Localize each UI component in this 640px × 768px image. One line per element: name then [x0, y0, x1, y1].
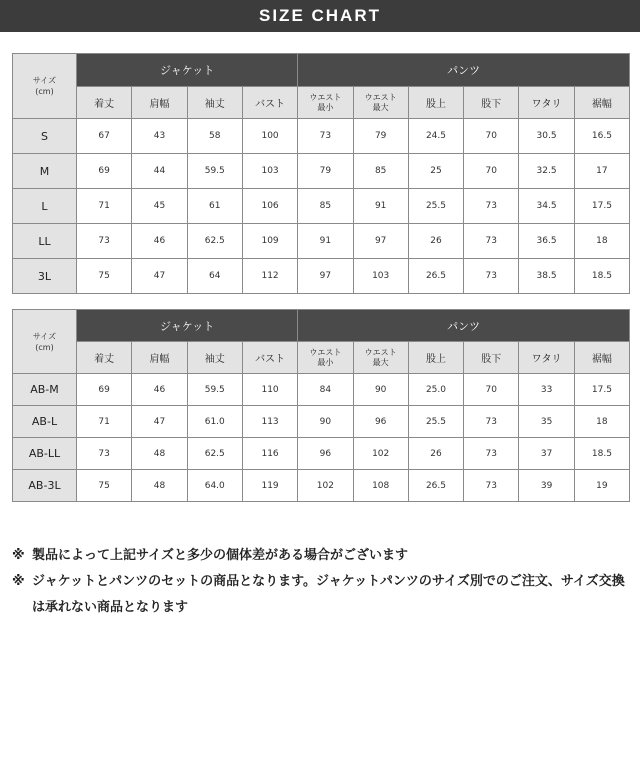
- measurement-cell: 73: [464, 224, 519, 259]
- measurement-cell: 46: [132, 374, 187, 406]
- size-label: L: [13, 189, 77, 224]
- measurement-cell: 75: [77, 259, 132, 294]
- measurement-cell: 26.5: [408, 470, 463, 502]
- measurement-cell: 113: [242, 406, 297, 438]
- measurement-cell: 46: [132, 224, 187, 259]
- measurement-cell: 69: [77, 154, 132, 189]
- measurement-cell: 110: [242, 374, 297, 406]
- measurement-cell: 26: [408, 438, 463, 470]
- measurement-cell: 32.5: [519, 154, 574, 189]
- column-header: ウエスト 最大: [353, 342, 408, 374]
- measurement-cell: 103: [242, 154, 297, 189]
- measurement-cell: 73: [464, 438, 519, 470]
- notes: [12, 543, 628, 621]
- measurement-cell: 73: [464, 189, 519, 224]
- size-table-standard: [12, 53, 630, 294]
- note-item: [12, 543, 628, 569]
- page-title: SIZE CHART: [259, 6, 381, 25]
- measurement-cell: 103: [353, 259, 408, 294]
- table-row: [13, 189, 630, 224]
- measurement-cell: 79: [298, 154, 353, 189]
- measurement-cell: 61.0: [187, 406, 242, 438]
- measurement-cell: 16.5: [574, 119, 629, 154]
- column-header: 袖丈: [187, 87, 242, 119]
- measurement-cell: 18.5: [574, 259, 629, 294]
- measurement-cell: 25.0: [408, 374, 463, 406]
- measurement-cell: 70: [464, 154, 519, 189]
- note-item: [12, 569, 628, 621]
- measurement-cell: 73: [464, 259, 519, 294]
- column-header: バスト: [242, 342, 297, 374]
- measurement-cell: 62.5: [187, 438, 242, 470]
- measurement-cell: 18.5: [574, 438, 629, 470]
- size-table-ab: [12, 309, 630, 502]
- measurement-cell: 35: [519, 406, 574, 438]
- note-text: 製品によって上記サイズと多少の個体差がある場合がございます: [32, 548, 408, 563]
- measurement-cell: 112: [242, 259, 297, 294]
- measurement-cell: 85: [353, 154, 408, 189]
- size-label: AB-L: [13, 406, 77, 438]
- measurement-cell: 97: [298, 259, 353, 294]
- measurement-cell: 61: [187, 189, 242, 224]
- column-header: ワタリ: [519, 342, 574, 374]
- measurement-cell: 37: [519, 438, 574, 470]
- measurement-cell: 25.5: [408, 189, 463, 224]
- size-label: 3L: [13, 259, 77, 294]
- measurement-cell: 36.5: [519, 224, 574, 259]
- measurement-cell: 45: [132, 189, 187, 224]
- measurement-cell: 25: [408, 154, 463, 189]
- measurement-cell: 85: [298, 189, 353, 224]
- size-label: AB-3L: [13, 470, 77, 502]
- measurement-cell: 25.5: [408, 406, 463, 438]
- measurement-cell: 70: [464, 374, 519, 406]
- size-label: LL: [13, 224, 77, 259]
- measurement-cell: 71: [77, 406, 132, 438]
- measurement-cell: 64: [187, 259, 242, 294]
- measurement-cell: 70: [464, 119, 519, 154]
- measurement-cell: 91: [298, 224, 353, 259]
- measurement-cell: 48: [132, 470, 187, 502]
- column-header: ウエスト 最大: [353, 87, 408, 119]
- measurement-cell: 116: [242, 438, 297, 470]
- note-mark: ※: [12, 548, 25, 563]
- column-header: 着丈: [77, 342, 132, 374]
- measurement-cell: 73: [464, 406, 519, 438]
- measurement-cell: 69: [77, 374, 132, 406]
- measurement-cell: 64.0: [187, 470, 242, 502]
- table-row: [13, 259, 630, 294]
- measurement-cell: 26.5: [408, 259, 463, 294]
- measurement-cell: 33: [519, 374, 574, 406]
- measurement-cell: 59.5: [187, 154, 242, 189]
- measurement-cell: 30.5: [519, 119, 574, 154]
- column-header: 股上: [408, 87, 463, 119]
- table-row: [13, 154, 630, 189]
- size-corner-label: サイズ (cm): [13, 310, 77, 374]
- table-row: [13, 119, 630, 154]
- measurement-cell: 96: [353, 406, 408, 438]
- measurement-cell: 100: [242, 119, 297, 154]
- measurement-cell: 73: [77, 438, 132, 470]
- column-header: ウエスト 最小: [298, 342, 353, 374]
- measurement-cell: 19: [574, 470, 629, 502]
- measurement-cell: 97: [353, 224, 408, 259]
- measurement-cell: 73: [77, 224, 132, 259]
- column-header: バスト: [242, 87, 297, 119]
- column-header: 肩幅: [132, 87, 187, 119]
- measurement-cell: 58: [187, 119, 242, 154]
- table-row: [13, 406, 630, 438]
- measurement-cell: 18: [574, 224, 629, 259]
- column-header: 肩幅: [132, 342, 187, 374]
- measurement-cell: 67: [77, 119, 132, 154]
- measurement-cell: 38.5: [519, 259, 574, 294]
- measurement-cell: 90: [353, 374, 408, 406]
- column-header: 股下: [464, 342, 519, 374]
- size-label: AB-LL: [13, 438, 77, 470]
- size-corner-label: サイズ (cm): [13, 54, 77, 119]
- measurement-cell: 84: [298, 374, 353, 406]
- measurement-cell: 96: [298, 438, 353, 470]
- note-text: ジャケットとパンツのセットの商品となります。ジャケットパンツのサイズ別でのご注文、サイズ交換は承れない商品となります: [32, 574, 625, 615]
- measurement-cell: 79: [353, 119, 408, 154]
- page-title-bar: [0, 0, 640, 32]
- measurement-cell: 90: [298, 406, 353, 438]
- table-row: [13, 438, 630, 470]
- measurement-cell: 73: [298, 119, 353, 154]
- column-header: 股上: [408, 342, 463, 374]
- measurement-cell: 18: [574, 406, 629, 438]
- table-row: [13, 470, 630, 502]
- measurement-cell: 91: [353, 189, 408, 224]
- group-header-jacket: ジャケット: [77, 310, 298, 342]
- measurement-cell: 109: [242, 224, 297, 259]
- table-row: [13, 374, 630, 406]
- column-header: ワタリ: [519, 87, 574, 119]
- measurement-cell: 73: [464, 470, 519, 502]
- column-header: 袖丈: [187, 342, 242, 374]
- measurement-cell: 47: [132, 406, 187, 438]
- measurement-cell: 62.5: [187, 224, 242, 259]
- group-header-jacket: ジャケット: [77, 54, 298, 87]
- measurement-cell: 119: [242, 470, 297, 502]
- measurement-cell: 44: [132, 154, 187, 189]
- measurement-cell: 17.5: [574, 374, 629, 406]
- measurement-cell: 34.5: [519, 189, 574, 224]
- table-row: [13, 224, 630, 259]
- column-header: 裾幅: [574, 342, 629, 374]
- column-header: 股下: [464, 87, 519, 119]
- measurement-cell: 43: [132, 119, 187, 154]
- measurement-cell: 26: [408, 224, 463, 259]
- measurement-cell: 17: [574, 154, 629, 189]
- measurement-cell: 102: [298, 470, 353, 502]
- column-header: 着丈: [77, 87, 132, 119]
- measurement-cell: 102: [353, 438, 408, 470]
- measurement-cell: 47: [132, 259, 187, 294]
- note-mark: ※: [12, 574, 25, 589]
- size-label: M: [13, 154, 77, 189]
- column-header: 裾幅: [574, 87, 629, 119]
- size-label: S: [13, 119, 77, 154]
- measurement-cell: 75: [77, 470, 132, 502]
- size-label: AB-M: [13, 374, 77, 406]
- column-header: ウエスト 最小: [298, 87, 353, 119]
- group-header-pants: パンツ: [298, 310, 630, 342]
- measurement-cell: 17.5: [574, 189, 629, 224]
- measurement-cell: 48: [132, 438, 187, 470]
- measurement-cell: 71: [77, 189, 132, 224]
- measurement-cell: 59.5: [187, 374, 242, 406]
- measurement-cell: 106: [242, 189, 297, 224]
- group-header-pants: パンツ: [298, 54, 630, 87]
- measurement-cell: 108: [353, 470, 408, 502]
- measurement-cell: 39: [519, 470, 574, 502]
- measurement-cell: 24.5: [408, 119, 463, 154]
